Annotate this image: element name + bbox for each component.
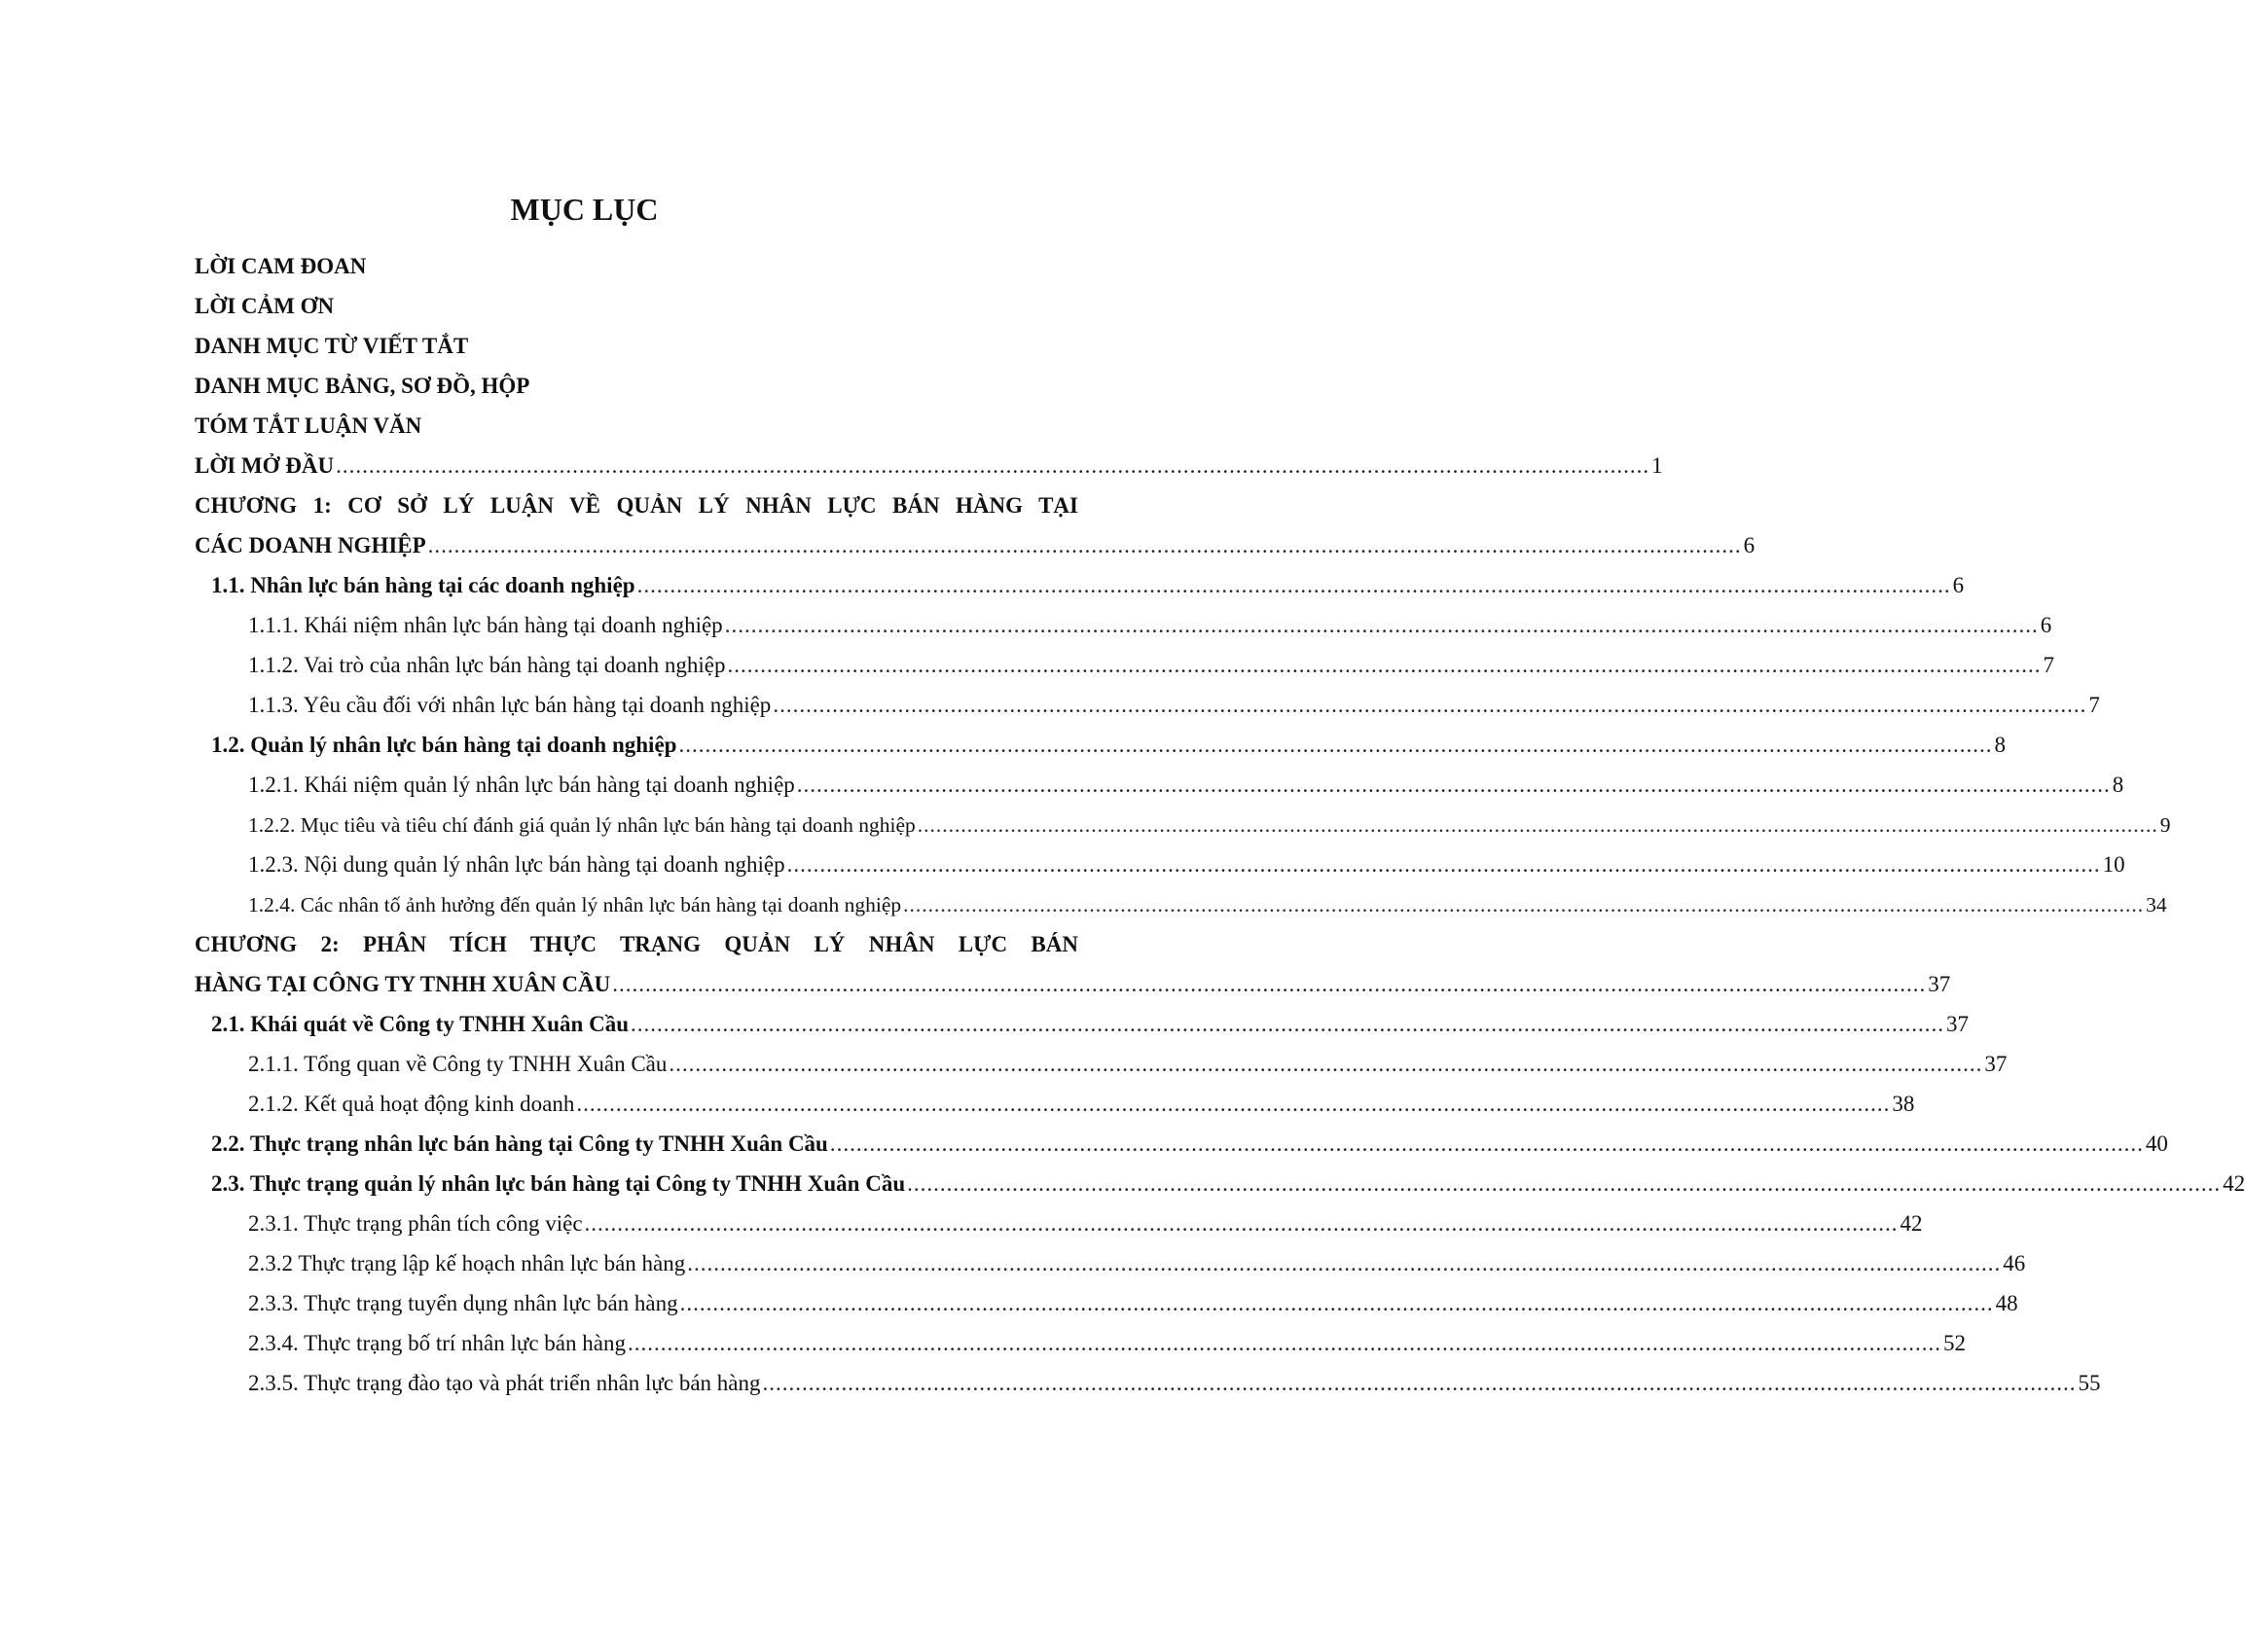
toc-entry xyxy=(248,648,2054,683)
toc-entry-text: 2.2. Thực trạng nhân lực bán hàng tại Công ty TNHH Xuân Cầu xyxy=(211,1131,828,1156)
toc-entry xyxy=(211,1167,2245,1202)
toc-leader: ........................................................................................................................................................................................................ xyxy=(917,813,2158,837)
toc-entry-page: 9 xyxy=(2159,813,2171,837)
toc-entry-text: 1.1. Nhân lực bán hàng tại các doanh nghiệp xyxy=(211,573,635,597)
toc-leader: ........................................................................................................................................................................................................ xyxy=(829,1131,2144,1156)
toc-entry-text: TÓM TẮT LUẬN VĂN xyxy=(195,413,422,438)
toc-entry xyxy=(248,887,2167,922)
toc-entry xyxy=(248,768,2124,803)
toc-leader: ........................................................................................................................................................................................................ xyxy=(336,453,1650,478)
toc-entry-page: 42 xyxy=(2223,1171,2245,1196)
toc-entry-text: 1.1.1. Khái niệm nhân lực bán hàng tại doanh nghiệp xyxy=(248,613,723,637)
toc-entry xyxy=(195,449,1663,484)
toc-entry xyxy=(248,1286,2018,1321)
toc-entry-text: 1.2.4. Các nhân tố ảnh hưởng đến quản lý nhân lực bán hàng tại doanh nghiệp xyxy=(248,893,902,916)
toc-leader: ........................................................................................................................................................................................................ xyxy=(687,1251,2002,1275)
toc-entry-text: 1.1.3. Yêu cầu đối với nhân lực bán hàng tại doanh nghiệp xyxy=(248,693,772,717)
toc-entry-text: 1.2. Quản lý nhân lực bán hàng tại doanh nghiệp xyxy=(211,733,677,757)
toc-entry-text: 2.1.1. Tổng quan về Công ty TNHH Xuân Cầu xyxy=(248,1052,668,1076)
toc-entry-page: 52 xyxy=(1942,1331,1966,1355)
toc-entry xyxy=(195,967,1951,1002)
toc-entry-text: 2.3.5. Thực trạng đào tạo và phát triển nhân lực bán hàng xyxy=(248,1371,761,1395)
toc-entry-text: 1.2.2. Mục tiêu và tiêu chí đánh giá quản lý nhân lực bán hàng tại doanh nghiệp xyxy=(248,813,916,837)
toc-entry xyxy=(211,568,1965,603)
toc-entry-text: LỜI CAM ĐOAN xyxy=(195,254,367,278)
toc-leader: ........................................................................................................................................................................................................ xyxy=(903,893,2145,916)
page-title: MỤC LỤC xyxy=(510,192,659,227)
toc-entry-page: 37 xyxy=(1984,1052,2008,1076)
toc-entry-text: 2.3.3. Thực trạng tuyển dụng nhân lực bán hàng xyxy=(248,1291,678,1315)
toc-leader: ........................................................................................................................................................................................................ xyxy=(678,733,1993,757)
toc-leader: ........................................................................................................................................................................................................ xyxy=(631,1012,1944,1036)
toc-entry-page: 7 xyxy=(2043,653,2054,677)
toc-leader: ........................................................................................................................................................................................................ xyxy=(636,573,1951,597)
toc-entry-page: 6 xyxy=(1743,533,1756,557)
toc-entry-page: 6 xyxy=(2040,613,2052,637)
toc-entry-page: 7 xyxy=(2088,693,2100,717)
toc-entry-text: 2.3.1. Thực trạng phân tích công việc xyxy=(248,1211,583,1236)
toc-entry xyxy=(248,847,2125,882)
toc-entry-page: 6 xyxy=(1952,573,1965,597)
toc-entry-text: CÁC DOANH NGHIỆP xyxy=(195,533,426,557)
toc-entry xyxy=(195,927,1078,962)
toc-leader: ........................................................................................................................................................................................................ xyxy=(727,653,2042,677)
toc-entry-page: 55 xyxy=(2078,1371,2101,1395)
toc-entry-text: LỜI CẢM ƠN xyxy=(195,294,335,318)
toc-entry xyxy=(195,528,1756,563)
toc-entry-text: 1.1.2. Vai trò của nhân lực bán hàng tại doanh nghiệp xyxy=(248,653,726,677)
toc-entry-page: 8 xyxy=(2112,772,2124,797)
toc-entry-text: 2.1.2. Kết quả hoạt động kinh doanh xyxy=(248,1092,575,1116)
toc-entry-text: 2.3.2 Thực trạng lập kế hoạch nhân lực bán hàng xyxy=(248,1251,686,1275)
toc-leader: ........................................................................................................................................................................................................ xyxy=(576,1092,1891,1116)
toc-leader: ........................................................................................................................................................................................................ xyxy=(612,972,1927,996)
toc-entry-page: 46 xyxy=(2003,1251,2026,1275)
toc-entry-page: 42 xyxy=(1900,1211,1923,1236)
toc-entry-text: 2.3. Thực trạng quản lý nhân lực bán hàng tại Công ty TNHH Xuân Cầu xyxy=(211,1171,906,1196)
toc-entry xyxy=(248,608,2052,643)
toc-entry-page: 48 xyxy=(1995,1291,2018,1315)
toc-leader: ........................................................................................................................................................................................................ xyxy=(786,852,2101,877)
toc-entry xyxy=(211,1007,1969,1042)
toc-leader: ........................................................................................................................................................................................................ xyxy=(907,1171,2222,1196)
toc-leader: ........................................................................................................................................................................................................ xyxy=(627,1331,1941,1355)
toc-entry-page: 1 xyxy=(1651,453,1663,478)
toc-entry-text: 2.1. Khái quát về Công ty TNHH Xuân Cầu xyxy=(211,1012,629,1036)
toc-entry-page: 40 xyxy=(2145,1131,2168,1156)
toc-leader: ........................................................................................................................................................................................................ xyxy=(724,613,2039,637)
toc-entry xyxy=(195,249,1078,284)
toc-leader: ........................................................................................................................................................................................................ xyxy=(584,1211,1899,1236)
toc-entry-page: 34 xyxy=(2146,893,2167,916)
toc-entry xyxy=(248,1326,1966,1361)
toc-entry xyxy=(248,688,2100,723)
toc-entry-text: 1.2.3. Nội dung quản lý nhân lực bán hàng tại doanh nghiệp xyxy=(248,852,785,877)
toc-entry xyxy=(248,1047,2008,1082)
toc-entry xyxy=(211,1127,2168,1162)
toc-leader: ........................................................................................................................................................................................................ xyxy=(427,533,1742,557)
toc-entry xyxy=(211,728,2006,763)
toc-entry xyxy=(195,289,1078,324)
toc-entry xyxy=(195,488,1078,523)
toc-entry-text: LỜI MỞ ĐẦU xyxy=(195,453,335,478)
toc-entry-text: HÀNG TẠI CÔNG TY TNHH XUÂN CẦU xyxy=(195,972,611,996)
toc-entry xyxy=(248,1246,2026,1281)
toc-entry-text: CHƯƠNG 1: CƠ SỞ LÝ LUẬN VỀ QUẢN LÝ NHÂN LỰC BÁN HÀNG TẠI xyxy=(195,493,1078,518)
toc-entry xyxy=(195,409,1078,444)
toc-entry-text: CHƯƠNG 2: PHÂN TÍCH THỰC TRẠNG QUẢN LÝ NHÂN LỰC BÁN xyxy=(195,932,1078,956)
toc-entry xyxy=(195,369,1078,404)
toc-leader: ........................................................................................................................................................................................................ xyxy=(762,1371,2077,1395)
toc-leader: ........................................................................................................................................................................................................ xyxy=(669,1052,1983,1076)
toc-entry xyxy=(248,1087,1915,1122)
toc-entry-page: 10 xyxy=(2102,852,2125,877)
toc-leader: ........................................................................................................................................................................................................ xyxy=(773,693,2087,717)
toc-entry xyxy=(248,808,2171,843)
toc-entry-page: 37 xyxy=(1928,972,1951,996)
toc-entry xyxy=(195,329,1078,364)
toc-entry xyxy=(248,1366,2101,1401)
toc-entry-page: 38 xyxy=(1892,1092,1915,1116)
toc-entry-text: 1.2.1. Khái niệm quản lý nhân lực bán hàng tại doanh nghiệp xyxy=(248,772,795,797)
toc-entry-page: 8 xyxy=(1994,733,2006,757)
toc-entry-text: 2.3.4. Thực trạng bố trí nhân lực bán hàng xyxy=(248,1331,626,1355)
toc-leader: ........................................................................................................................................................................................................ xyxy=(796,772,2111,797)
toc-entry xyxy=(248,1206,1923,1241)
toc-leader: ........................................................................................................................................................................................................ xyxy=(679,1291,1994,1315)
toc-entry-page: 37 xyxy=(1946,1012,1969,1036)
toc-entry-text: DANH MỤC BẢNG, SƠ ĐỒ, HỘP xyxy=(195,374,530,398)
toc-entry-text: DANH MỤC TỪ VIẾT TẮT xyxy=(195,334,469,358)
